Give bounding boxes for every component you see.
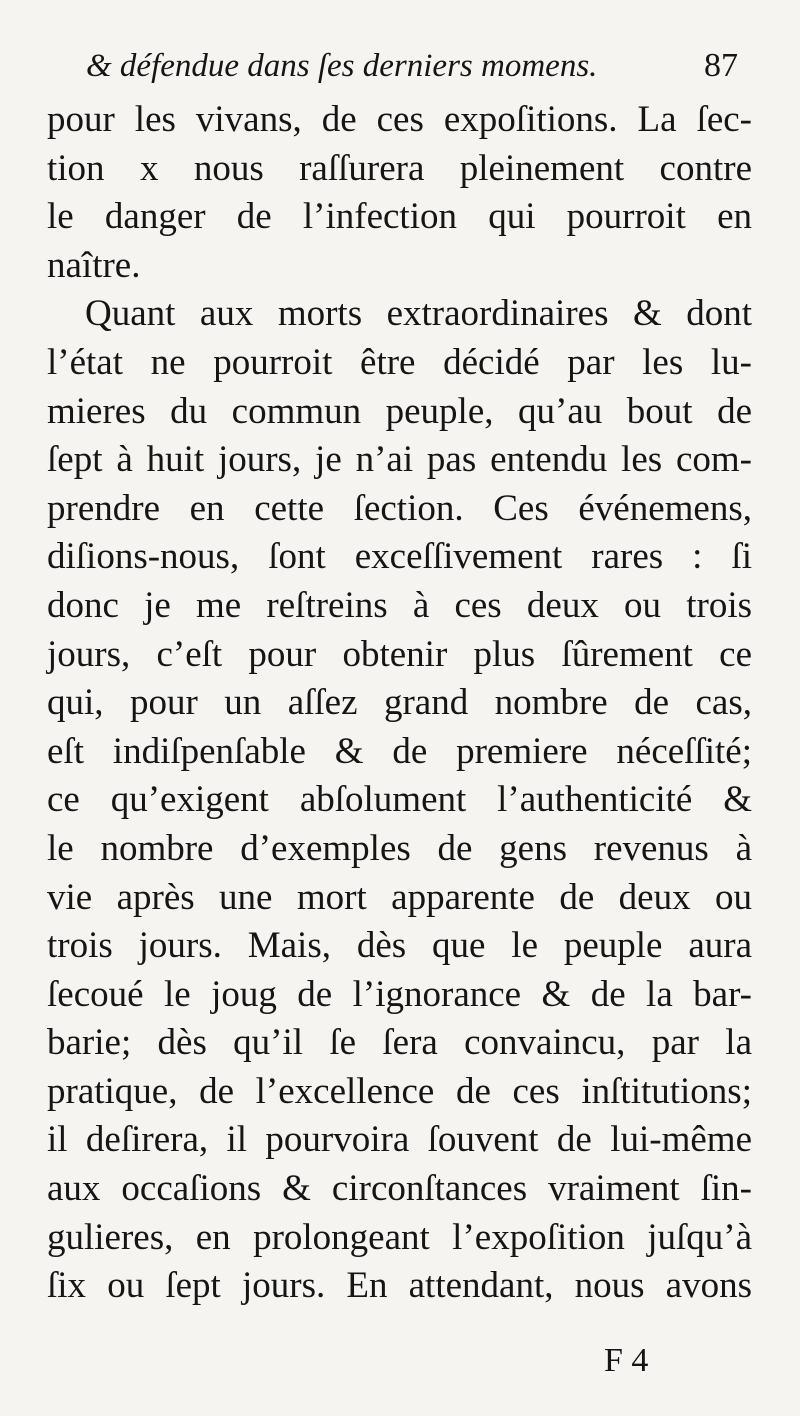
text-line-4: naître. (47, 244, 141, 286)
text-line-24: gulieres, en prolongeant l’expoſition juſqu’à (47, 1216, 752, 1258)
text-line-15: ce qu’exigent abſolument l’authenticité & (47, 779, 752, 821)
text-line-10: diſions-nous, ſont exceſſivement rares : ſi (47, 536, 752, 578)
text-line-18: trois jours. Mais, dès que le peuple aura (47, 925, 752, 967)
text-line-8: ſept à huit jours, je n’ai pas entendu les com- (47, 439, 752, 481)
body-text (47, 96, 752, 1311)
text-line-1: pour les vivans, de ces expoſitions. La ſec- (47, 99, 752, 140)
text-line-3: le danger de l’infection qui pourroit en (47, 196, 752, 238)
text-line-5: Quant aux morts extraordinaires & dont (85, 293, 752, 335)
text-line-14: eſt indiſpenſable & de premiere néceſſité; (47, 730, 752, 772)
text-line-12: jours, c’eſt pour obtenir plus ſûrement ce (47, 633, 752, 675)
text-line-25: ſix ou ſept jours. En attendant, nous avons (47, 1265, 752, 1307)
text-line-2: tion x nous raſſurera pleinement contre (47, 147, 752, 189)
signature-mark: F 4 (604, 1342, 649, 1379)
text-line-11: donc je me reſtreins à ces deux ou trois (47, 584, 752, 626)
text-line-7: mieres du commun peuple, qu’au bout de (47, 390, 752, 432)
text-line-20: barie; dès qu’il ſe ſera convaincu, par la (47, 1022, 752, 1064)
text-line-23: aux occaſions & circonſtances vraiment ſin- (47, 1168, 752, 1210)
text-line-19: ſecoué le joug de l’ignorance & de la bar- (47, 973, 752, 1015)
text-line-17: vie après une mort apparente de deux ou (47, 876, 752, 918)
text-line-22: il deſirera, il pourvoira ſouvent de lui-même (47, 1119, 752, 1161)
text-line-13: qui, pour un aſſez grand nombre de cas, (47, 682, 752, 724)
text-line-6: l’état ne pourroit être décidé par les lu- (47, 341, 752, 383)
text-line-21: pratique, de l’excellence de ces inſtitutions; (47, 1070, 752, 1112)
text-line-9: prendre en cette ſection. Ces événemens, (47, 487, 752, 529)
running-title: & défendue dans ſes derniers momens. (86, 48, 598, 84)
text-line-16: le nombre d’exemples de gens revenus à (47, 827, 752, 869)
running-head (86, 40, 738, 92)
page-number: 87 (704, 47, 738, 84)
